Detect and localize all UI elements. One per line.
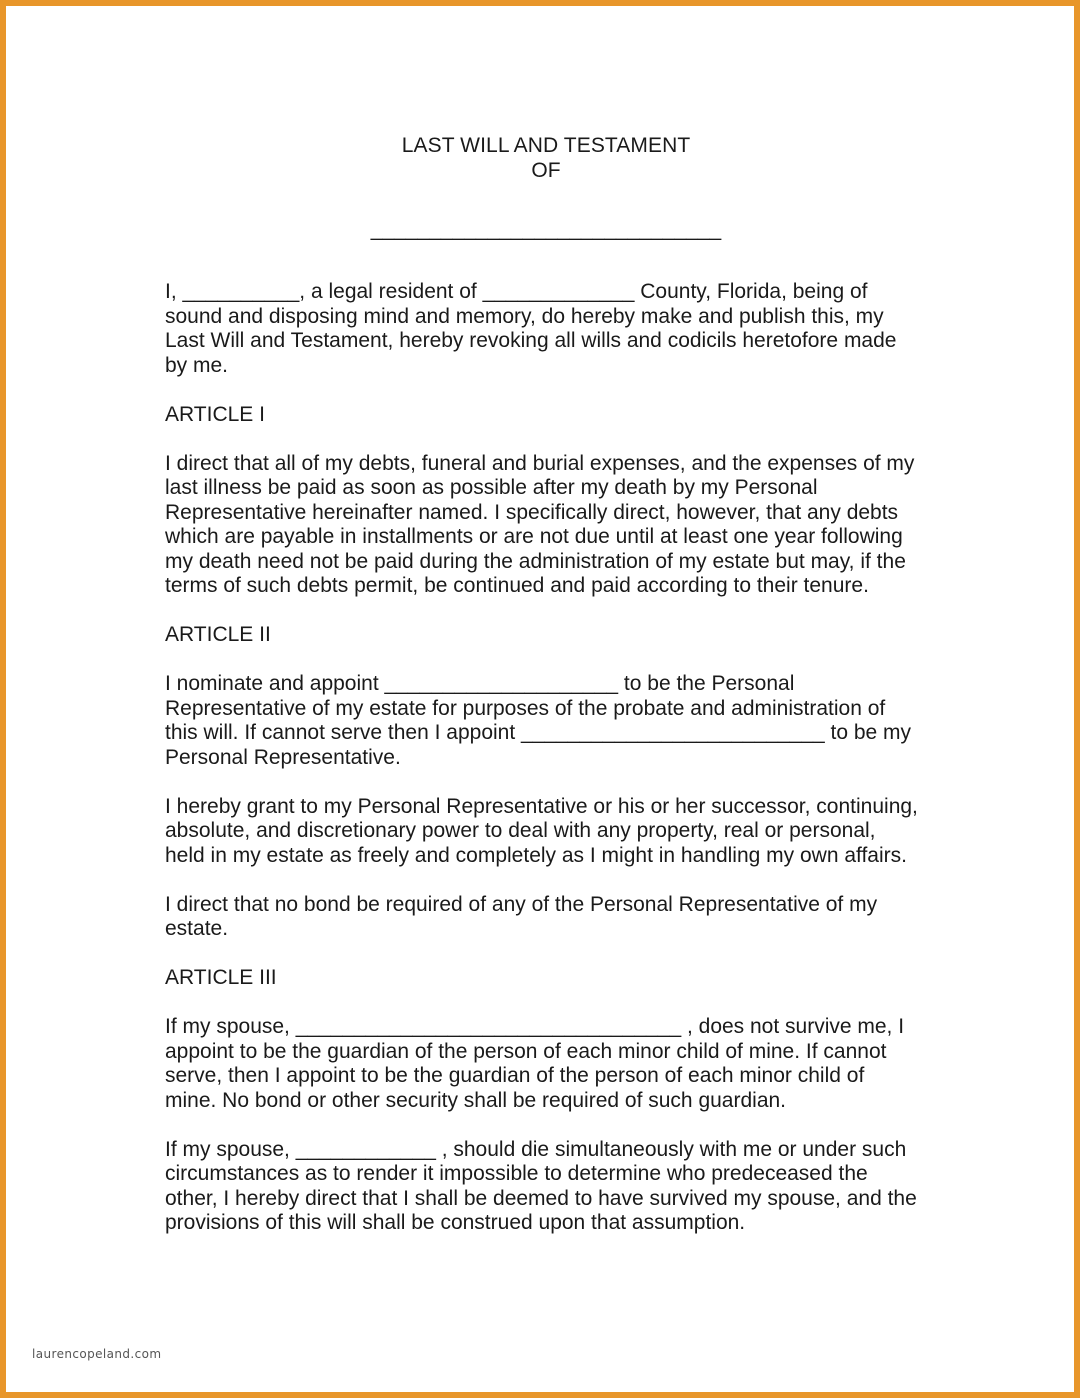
article-2-paragraph-3: I direct that no bond be required of any of the Personal Representative of my estate. [165,892,878,940]
article-2-paragraph-1: I nominate and appoint ____________________ to be the Personal Representative of my estate for purposes of the probate and administration of this will. If cannot serve then I appoint __________________________ to be my Personal Representative. [165,672,912,769]
article-1-heading: ARTICLE I [165,402,265,426]
article-2-heading: ARTICLE II [165,623,271,646]
document-title: LAST WILL AND TESTAMENT [401,134,691,157]
document-body [165,280,955,1260]
article-3-paragraph-2: If my spouse, ____________ , should die simultaneously with me or under such circumstances as to render it impossible to determine who predeceased the other, I hereby direct that I shall be deemed to have survived my spouse, and the provisions of this will shall be construed upon that assumption. [165,1137,917,1234]
article-3-paragraph-1: If my spouse, _________________________________ , does not survive me, I appoint to be the guardian of the person of each minor child of mine. If cannot serve, then I appoint to be the guardian of the person of each minor child of mine. No bond or other security shall be required of such guardian. [165,1015,905,1112]
article-1-paragraph: I direct that all of my debts, funeral and burial expenses, and the expenses of my last illness be paid as soon as possible after my death by my Personal Representative hereinafter named. I specifically direct, however, that any debts which are payable in installments or are not due until at least one year following my death need not be paid during the administration of my estate but may, if the terms of such debts permit, be continued and paid according to their tenure. [165,451,915,597]
article-3-heading: ARTICLE III [165,966,277,989]
watermark-text: laurencopeland.com [32,1347,162,1361]
document-title-of: OF [531,159,561,182]
testator-name-blank: ______________________________ [370,218,722,241]
intro-paragraph: I, __________, a legal resident of _____________ County, Florida, being of sound and disposing mind and memory, do hereby make and publish this, my Last Will and Testament, hereby revoking all wills and codicils heretofore made by me. [165,280,897,377]
article-2-paragraph-2: I hereby grant to my Personal Representative or his or her successor, continuing, absolute, and discretionary power to deal with any property, real or personal, held in my estate as freely and completely as I might in handling my own affairs. [165,794,918,867]
